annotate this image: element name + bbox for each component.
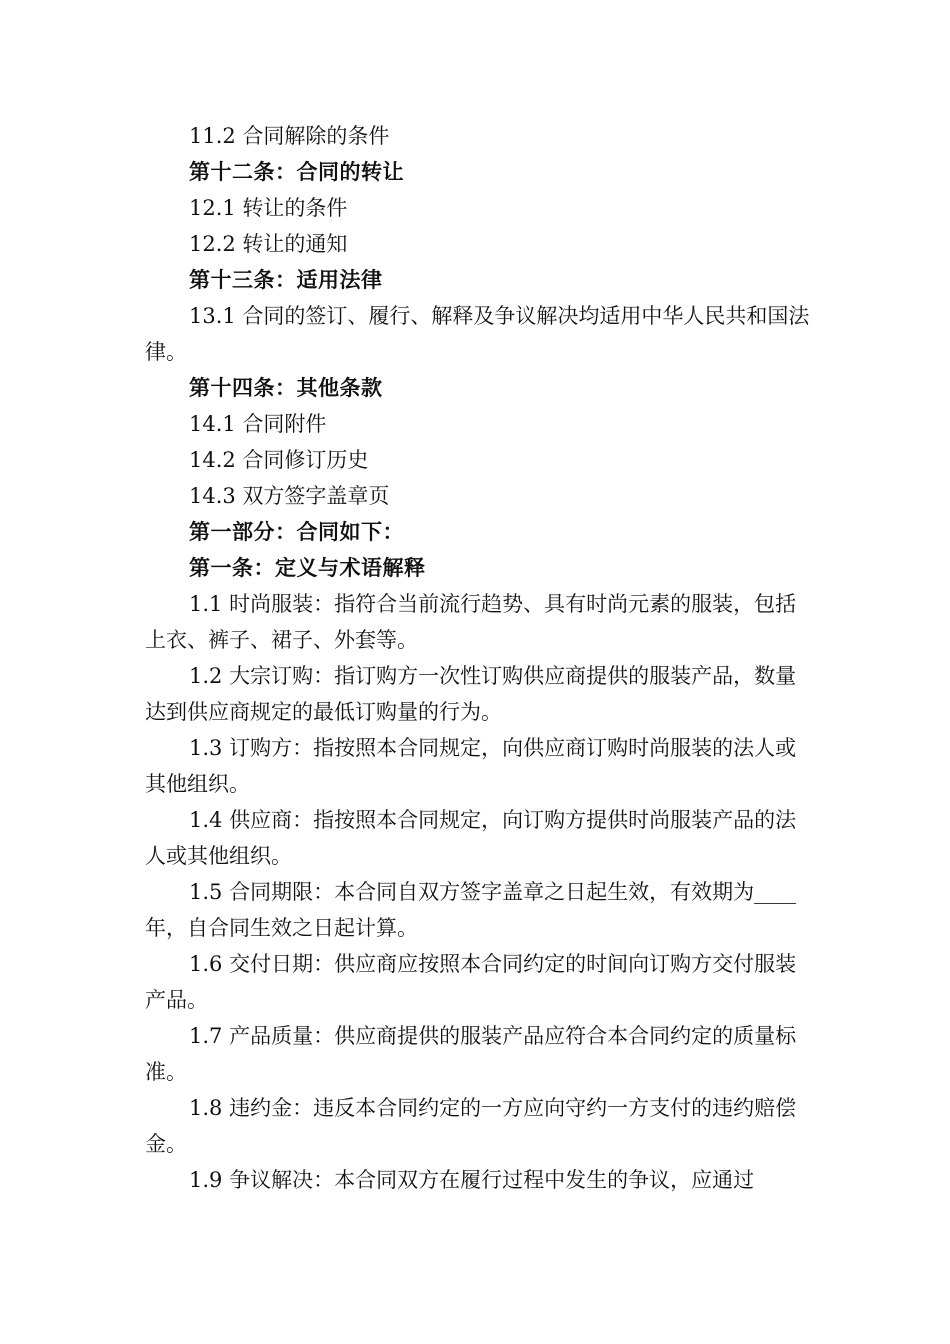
clause-14-2: 14.2 合同修订历史	[189, 448, 369, 472]
clause-12-2: 12.2 转让的通知	[189, 232, 348, 256]
article-1-heading: 第一条：定义与术语解释	[189, 556, 426, 580]
document-body	[145, 118, 810, 1198]
clause-12-1: 12.1 转让的条件	[189, 196, 348, 220]
clause-1-5: 1.5 合同期限：本合同自双方签字盖章之日起生效，有效期为____年，自合同生效之日起计算。	[145, 880, 797, 940]
article-12-heading: 第十二条：合同的转让	[189, 160, 404, 184]
article-13-heading: 第十三条：适用法律	[189, 268, 383, 292]
clause-1-9: 1.9 争议解决：本合同双方在履行过程中发生的争议，应通过	[189, 1168, 755, 1192]
article-14-heading: 第十四条：其他条款	[189, 376, 383, 400]
clause-14-3: 14.3 双方签字盖章页	[189, 484, 390, 508]
clause-14-1: 14.1 合同附件	[189, 412, 327, 436]
clause-1-4: 1.4 供应商：指按照本合同规定，向订购方提供时尚服装产品的法人或其他组织。	[145, 808, 797, 868]
clause-1-7: 1.7 产品质量：供应商提供的服装产品应符合本合同约定的质量标准。	[145, 1024, 797, 1084]
clause-11-2: 11.2 合同解除的条件	[189, 124, 390, 148]
clause-1-1: 1.1 时尚服装：指符合当前流行趋势、具有时尚元素的服装，包括上衣、裤子、裙子、外套等。	[145, 592, 797, 652]
clause-1-6: 1.6 交付日期：供应商应按照本合同约定的时间向订购方交付服装产品。	[145, 952, 797, 1012]
clause-1-2: 1.2 大宗订购：指订购方一次性订购供应商提供的服装产品，数量达到供应商规定的最低订购量的行为。	[145, 664, 797, 724]
clause-13-1: 13.1 合同的签订、履行、解释及争议解决均适用中华人民共和国法律。	[145, 304, 810, 364]
clause-1-3: 1.3 订购方：指按照本合同规定，向供应商订购时尚服装的法人或其他组织。	[145, 736, 797, 796]
part-1-heading: 第一部分：合同如下：	[189, 520, 404, 544]
clause-1-8: 1.8 违约金：违反本合同约定的一方应向守约一方支付的违约赔偿金。	[145, 1096, 797, 1156]
